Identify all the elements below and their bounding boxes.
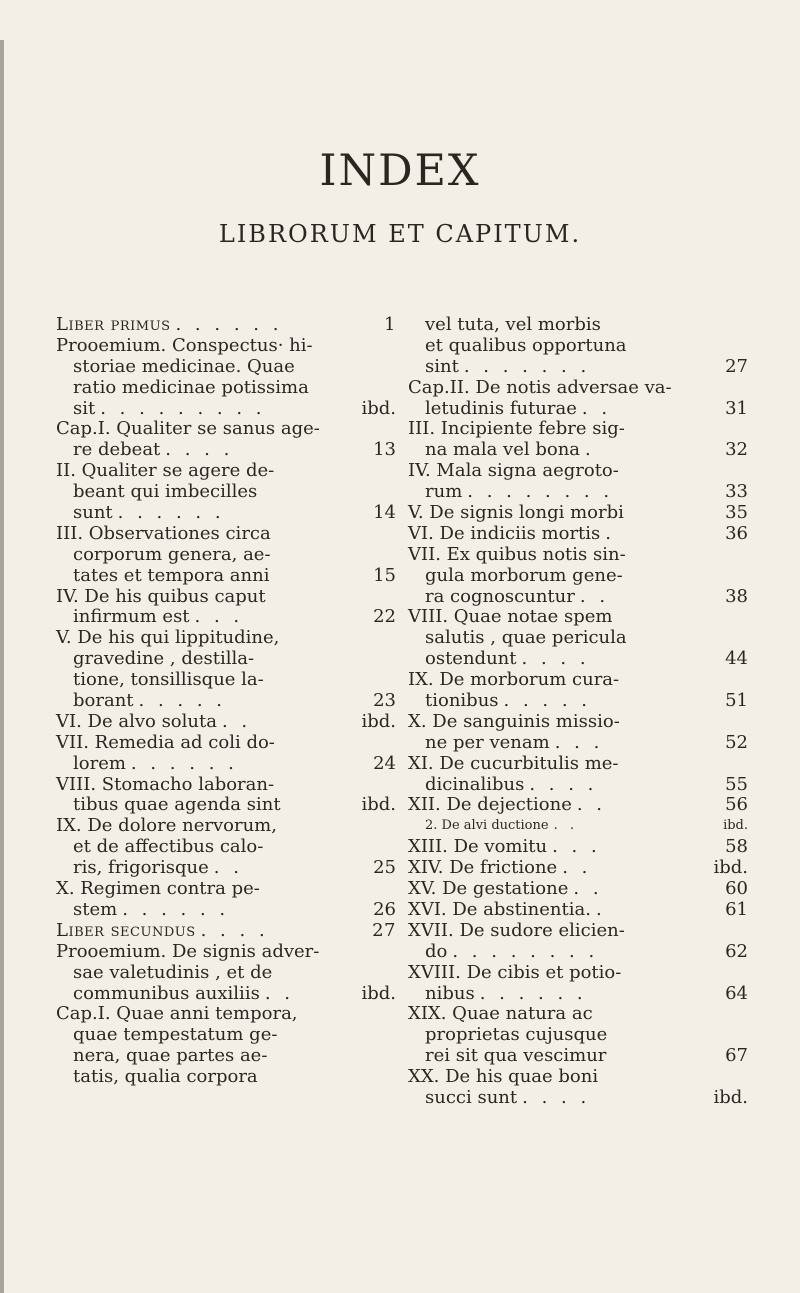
index-entry [408, 566, 748, 587]
index-entry [56, 587, 396, 608]
entry-page-number: 27 [725, 355, 748, 377]
entry-page-number: 60 [725, 878, 748, 900]
index-entry [408, 1025, 748, 1046]
index-entry [56, 900, 396, 921]
index-entry [56, 336, 396, 357]
index-entry [408, 357, 748, 378]
entry-leader-dots: . . . . [522, 1087, 591, 1108]
index-entry [56, 440, 396, 461]
entry-text: IV. Mala signa aegroto- [408, 460, 619, 482]
entry-text: rum [425, 481, 463, 503]
index-entry [56, 984, 396, 1005]
index-entry [408, 1046, 748, 1067]
entry-text: XIX. Quae natura ac [408, 1003, 593, 1025]
entry-text: X. De sanguinis missio- [408, 710, 620, 732]
index-entry [56, 691, 396, 712]
index-entry [408, 942, 748, 963]
index-entry [56, 879, 396, 900]
entry-text: VI. De indiciis mortis [408, 522, 601, 544]
entry-page-number: 23 [373, 690, 396, 712]
index-entry [408, 691, 748, 712]
entry-text: lorem [73, 752, 126, 774]
entry-leader-dots: . [605, 523, 616, 544]
entry-page-number: 52 [725, 731, 748, 753]
entry-leader-dots: . . . . [529, 774, 598, 795]
index-entry [408, 795, 748, 816]
entry-text: nibus [425, 982, 475, 1004]
entry-text: VII. Remedia ad coli do- [56, 731, 275, 753]
index-entry [408, 628, 748, 649]
entry-text: 2. De alvi ductione [425, 818, 549, 834]
entry-text: V. De signis longi morbi [408, 502, 624, 524]
entry-leader-dots: . . . . . . [479, 983, 587, 1004]
index-entry [56, 607, 396, 628]
entry-text: na mala vel bona [425, 439, 581, 461]
index-entry [408, 649, 748, 670]
entry-text: XV. De gestatione [408, 878, 569, 900]
entry-text: Liber primus [56, 314, 171, 335]
entry-page-number: ibd. [361, 397, 396, 419]
index-entry [56, 963, 396, 984]
index-entry [56, 858, 396, 879]
entry-page-number: 13 [373, 439, 396, 461]
entry-page-number: 26 [373, 898, 396, 920]
entry-text: succi sunt [425, 1086, 518, 1108]
entry-leader-dots: . . . . . . . [463, 356, 591, 377]
index-entry [56, 649, 396, 670]
entry-page-number: 25 [373, 857, 396, 879]
entry-text: salutis , quae pericula [425, 627, 627, 649]
entry-text: tione, tonsillisque la- [73, 669, 264, 691]
entry-leader-dots: . . . . . . [122, 899, 230, 920]
entry-leader-dots: . . . . [521, 649, 590, 670]
entry-text: beant qui imbecilles [73, 481, 258, 503]
entry-page-number: ibd. [713, 857, 748, 879]
entry-page-number: 15 [373, 564, 396, 586]
index-entry [408, 524, 748, 545]
entry-page-number: ibd. [361, 794, 396, 816]
entry-text: Prooemium. De signis adver- [56, 940, 320, 962]
entry-text: et qualibus opportuna [425, 334, 627, 356]
index-entry [408, 963, 748, 984]
entry-leader-dots: . . . [552, 837, 601, 858]
entry-text: corporum genera, ae- [73, 543, 271, 565]
entry-page-number: 61 [725, 898, 748, 920]
index-entry [408, 503, 748, 524]
index-entry [56, 419, 396, 440]
index-entry [56, 733, 396, 754]
entry-page-number: ibd. [723, 818, 748, 834]
index-entry [408, 754, 748, 775]
index-entry [408, 461, 748, 482]
entry-text: sae valetudinis , et de [73, 961, 273, 983]
entry-leader-dots: . . [562, 858, 592, 879]
entry-text: rei sit qua vescimur [425, 1045, 607, 1067]
entry-page-number: 67 [725, 1045, 748, 1067]
entry-leader-dots: . . . . . . [117, 503, 225, 524]
entry-leader-dots: . . . . . . [130, 753, 238, 774]
index-entry [408, 315, 748, 336]
index-entry [56, 482, 396, 503]
entry-page-number: 14 [373, 502, 396, 524]
index-entry [408, 1088, 748, 1109]
entry-page-number: 38 [725, 585, 748, 607]
entry-text: tibus quae agenda sint [73, 794, 281, 816]
index-column-right [408, 315, 748, 1109]
entry-page-number: 56 [725, 794, 748, 816]
entry-leader-dots: . . [264, 983, 294, 1004]
index-subtitle: LIBRORUM ET CAPITUM. [218, 220, 582, 248]
index-entry [56, 754, 396, 775]
index-entry [56, 315, 396, 336]
index-entry [408, 545, 748, 566]
entry-page-number: ibd. [361, 710, 396, 732]
index-entry [408, 900, 748, 921]
index-entry [56, 942, 396, 963]
entry-text: do [425, 940, 448, 962]
entry-leader-dots: . . [576, 795, 607, 816]
entry-text: XVIII. De cibis et potio- [408, 961, 622, 983]
entry-leader-dots: . . [573, 879, 603, 900]
index-entry [408, 336, 748, 357]
entry-text: V. De his qui lippitudine, [56, 627, 280, 649]
entry-leader-dots: . [585, 440, 595, 461]
index-entry [56, 628, 396, 649]
index-entry [408, 921, 748, 942]
entry-leader-dots: . . [579, 586, 610, 607]
entry-text: VIII. Stomacho laboran- [56, 773, 275, 795]
entry-text: VII. Ex quibus notis sin- [408, 543, 626, 565]
entry-page-number: 33 [725, 481, 748, 503]
entry-leader-dots: . . [213, 858, 243, 879]
entry-text: Prooemium. Conspectus· hi- [56, 334, 313, 356]
entry-text: tates et tempora anni [73, 564, 270, 586]
entry-page-number: 27 [372, 919, 396, 941]
index-entry [56, 545, 396, 566]
entry-text: II. Qualiter se agere de- [56, 460, 275, 482]
entry-leader-dots: . [595, 899, 606, 920]
index-column-left [56, 315, 396, 1088]
index-title: INDEX [319, 146, 481, 196]
entry-text: vel tuta, vel morbis [425, 314, 601, 335]
entry-leader-dots: . . [221, 711, 252, 732]
index-entry [408, 419, 748, 440]
index-entry [56, 921, 396, 942]
entry-text: XIV. De frictione [408, 857, 558, 879]
entry-text: letudinis futurae [425, 397, 577, 419]
entry-page-number: 44 [725, 648, 748, 670]
entry-text: quae tempestatum ge- [73, 1024, 278, 1046]
entry-leader-dots: . . . [194, 607, 244, 628]
entry-text: sit [73, 397, 96, 419]
entry-text: re debeat [73, 439, 161, 461]
entry-leader-dots: . . [581, 398, 612, 419]
entry-text: borant [73, 690, 134, 712]
index-entry [56, 1004, 396, 1025]
entry-leader-dots: . . . . . . [175, 315, 283, 335]
entry-text: ne per venam [425, 731, 550, 753]
entry-text: ratio medicinae potissima [73, 376, 309, 398]
entry-page-number: 58 [725, 836, 748, 858]
entry-text: III. Incipiente febre sig- [408, 418, 625, 440]
entry-text: infirmum est [73, 606, 190, 628]
index-entry [56, 712, 396, 733]
entry-page-number: ibd. [713, 1086, 748, 1108]
index-entry [56, 357, 396, 378]
index-entry [408, 1067, 748, 1088]
entry-text: stem [73, 898, 118, 920]
index-entry [56, 524, 396, 545]
entry-text: gravedine , destilla- [73, 648, 255, 670]
entry-page-number: 51 [725, 690, 748, 712]
entry-text: XVI. De abstinentia. [408, 898, 591, 920]
entry-text: XI. De cucurbitulis me- [408, 752, 619, 774]
entry-text: IX. De dolore nervorum, [56, 815, 277, 837]
index-entry [56, 1046, 396, 1067]
index-entry [408, 837, 748, 858]
index-entry [56, 566, 396, 587]
entry-page-number: ibd. [361, 982, 396, 1004]
index-entry [408, 378, 748, 399]
entry-page-number: 35 [725, 502, 748, 524]
index-entry [56, 503, 396, 524]
entry-text: tatis, qualia corpora [73, 1066, 258, 1088]
entry-page-number: 1 [384, 314, 396, 335]
entry-text: ostendunt [425, 648, 517, 670]
entry-text: VI. De alvo soluta [56, 710, 217, 732]
entry-leader-dots: . . . . . . . . [452, 941, 599, 962]
entry-text: ris, frigorisque [73, 857, 209, 879]
entry-text: proprietas cujusque [425, 1024, 608, 1046]
entry-page-number: 24 [373, 752, 396, 774]
entry-text: gula morborum gene- [425, 564, 623, 586]
index-entry [408, 858, 748, 879]
entry-text: XII. De dejectione [408, 794, 572, 816]
entry-leader-dots: . . . . [165, 440, 234, 461]
entry-text: sunt [73, 502, 113, 524]
entry-text: dicinalibus [425, 773, 525, 795]
entry-text: sint [425, 355, 459, 377]
entry-page-number: 55 [725, 773, 748, 795]
entry-text: Cap.I. Qualiter se sanus age- [56, 418, 320, 440]
entry-page-number: 31 [725, 397, 748, 419]
entry-text: VIII. Quae notae spem [408, 606, 613, 628]
index-entry [408, 984, 748, 1005]
index-entry [56, 816, 396, 837]
entry-text: Cap.I. Quae anni tempora, [56, 1003, 298, 1025]
index-entry [408, 712, 748, 733]
index-entry [408, 607, 748, 628]
index-entry [408, 1004, 748, 1025]
entry-text: XX. De his quae boni [408, 1066, 599, 1088]
entry-leader-dots: . . . [554, 732, 604, 753]
index-entry [408, 816, 748, 837]
index-entry [56, 837, 396, 858]
entry-text: X. Regimen contra pe- [56, 878, 260, 900]
entry-page-number: 64 [725, 982, 748, 1004]
index-entry [56, 670, 396, 691]
entry-leader-dots: . . . . . . . . . [100, 398, 266, 419]
index-entry [408, 775, 748, 796]
entry-leader-dots: . . . . . [503, 691, 592, 712]
index-entry [56, 775, 396, 796]
index-entry [408, 587, 748, 608]
entry-text: Cap.II. De notis adversae va- [408, 376, 672, 398]
entry-leader-dots: . . . . . [138, 691, 227, 712]
entry-text: IX. De morborum cura- [408, 669, 620, 691]
entry-leader-dots: . . . . [200, 920, 269, 941]
entry-text: nera, quae partes ae- [73, 1045, 268, 1067]
entry-text: Liber secundus [56, 919, 196, 941]
entry-leader-dots: . . . . . . . . [467, 482, 614, 503]
index-entry [56, 378, 396, 399]
index-entry [56, 795, 396, 816]
entry-page-number: 62 [725, 940, 748, 962]
entry-text: ra cognoscuntur [425, 585, 575, 607]
entry-page-number: 36 [725, 522, 748, 544]
entry-text: communibus auxiliis [73, 982, 260, 1004]
entry-text: IV. De his quibus caput [56, 585, 266, 607]
index-entry [56, 1067, 396, 1088]
index-entry [408, 670, 748, 691]
entry-text: XIII. De vomitu [408, 836, 548, 858]
index-entry [408, 482, 748, 503]
entry-text: et de affectibus calo- [73, 836, 264, 858]
index-entry [408, 733, 748, 754]
entry-leader-dots: . . [553, 818, 578, 834]
index-entry [56, 461, 396, 482]
entry-text: XVII. De sudore elicien- [408, 919, 625, 941]
entry-text: storiae medicinae. Quae [73, 355, 295, 377]
index-entry [56, 1025, 396, 1046]
index-entry [56, 399, 396, 420]
entry-text: tionibus [425, 690, 499, 712]
index-entry [408, 879, 748, 900]
entry-page-number: 32 [725, 439, 748, 461]
entry-page-number: 22 [373, 606, 396, 628]
entry-text: III. Observationes circa [56, 522, 271, 544]
index-entry [408, 399, 748, 420]
index-entry [408, 440, 748, 461]
